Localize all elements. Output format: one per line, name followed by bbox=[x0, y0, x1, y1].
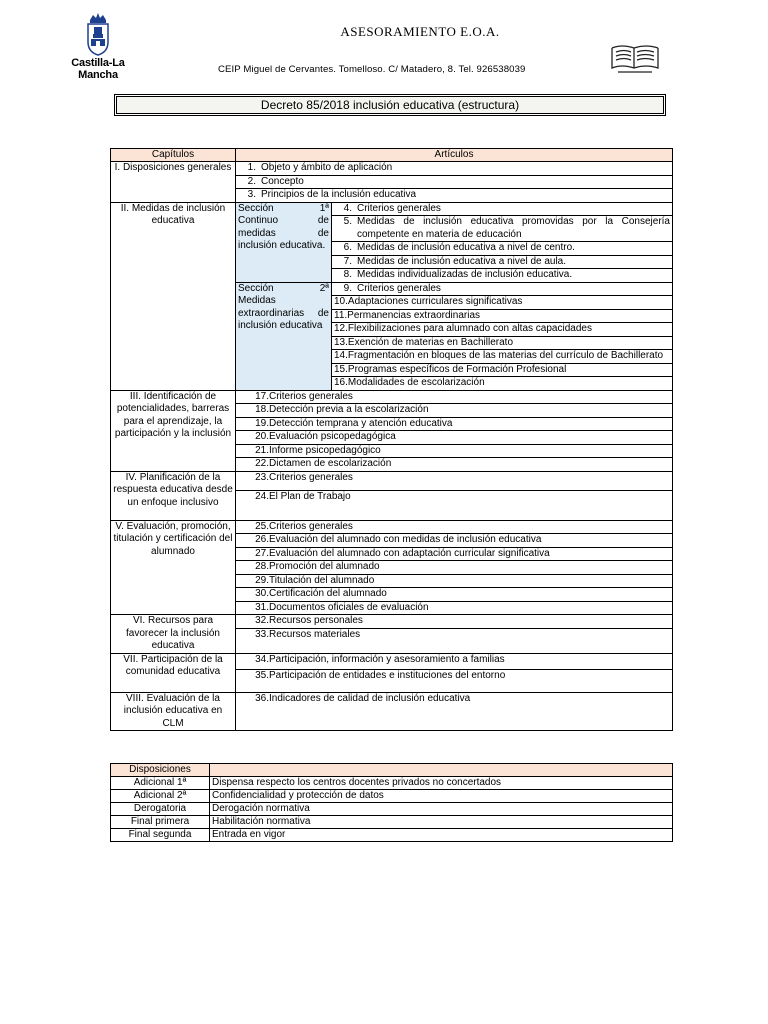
table-row bbox=[111, 653, 673, 669]
article-cell bbox=[236, 601, 673, 615]
article-number: 33. bbox=[255, 629, 269, 641]
article-number: 12. bbox=[334, 323, 348, 334]
article-title: Evaluación del alumnado con adaptación curricular significativa bbox=[269, 547, 550, 559]
table-row bbox=[111, 471, 673, 490]
section-heading-number: 1ª bbox=[319, 202, 329, 214]
article-title: Medidas de inclusión educativa a nivel de centro. bbox=[357, 242, 575, 253]
article-number: 32. bbox=[255, 615, 269, 626]
article-title: Indicadores de calidad de inclusión educativa bbox=[269, 692, 471, 704]
article-cell bbox=[236, 561, 673, 575]
article-title: Evaluación psicopedagógica bbox=[269, 431, 396, 442]
article-number: 5. bbox=[343, 216, 352, 227]
table-row bbox=[111, 692, 673, 731]
article-number: 30. bbox=[255, 588, 269, 599]
article-number: 17. bbox=[255, 390, 269, 402]
article-cell bbox=[236, 588, 673, 602]
chapter-cell: V. Evaluación, promoción, titulación y certificación del alumnado bbox=[111, 520, 236, 615]
article-number: 19. bbox=[255, 417, 269, 429]
article-title: Certificación del alumnado bbox=[269, 588, 387, 599]
article-title: Modalidades de escolarización bbox=[347, 377, 485, 388]
article-title: Medidas de inclusión educativa a nivel de aula. bbox=[357, 255, 567, 267]
article-title: Programas específicos de Formación Profesional bbox=[347, 363, 567, 375]
section-cell bbox=[236, 282, 332, 390]
article-cell bbox=[332, 216, 673, 242]
article-title: Criterios generales bbox=[269, 520, 353, 532]
article-number: 3. bbox=[247, 189, 256, 200]
table-row bbox=[111, 202, 673, 216]
article-title: Exención de materias en Bachillerato bbox=[347, 336, 513, 348]
article-cell bbox=[236, 547, 673, 561]
article-cell bbox=[332, 336, 673, 350]
chapter-cell: VII. Participación de la comunidad educativa bbox=[111, 653, 236, 692]
article-number: 2. bbox=[247, 175, 256, 187]
article-number: 31. bbox=[255, 601, 269, 613]
article-number: 28. bbox=[255, 561, 269, 572]
disposicion-text: Confidencialidad y protección de datos bbox=[210, 790, 673, 803]
article-number: 8. bbox=[343, 269, 352, 280]
article-cell bbox=[236, 431, 673, 445]
section-heading-word: Sección bbox=[238, 202, 274, 214]
article-number: 1. bbox=[247, 162, 256, 173]
article-number: 23. bbox=[255, 471, 269, 483]
chapter-cell: IV. Planificación de la respuesta educativa desde un enfoque inclusivo bbox=[111, 471, 236, 520]
article-title: Detección previa a la escolarización bbox=[269, 404, 429, 415]
article-cell bbox=[236, 175, 673, 189]
article-number: 27. bbox=[255, 547, 269, 559]
chapter-cell: III. Identificación de potencialidades, barreras para el aprendizaje, la participación y la inclusión bbox=[111, 390, 236, 471]
article-title: Participación de entidades e instituciones del entorno bbox=[269, 669, 506, 681]
article-cell bbox=[236, 669, 673, 692]
table-row bbox=[111, 390, 673, 404]
article-number: 18. bbox=[255, 404, 269, 415]
article-title: Criterios generales bbox=[269, 390, 353, 402]
article-cell bbox=[332, 363, 673, 377]
chapter-cell: VIII. Evaluación de la inclusión educativa en CLM bbox=[111, 692, 236, 731]
article-cell bbox=[236, 490, 673, 520]
article-cell bbox=[332, 242, 673, 256]
section-body: Continuo de medidas de inclusión educativa. bbox=[238, 215, 329, 251]
disposicion-label: Final segunda bbox=[111, 829, 210, 842]
header-articulos: Artículos bbox=[236, 149, 673, 162]
article-cell bbox=[236, 520, 673, 534]
article-number: 24. bbox=[255, 490, 269, 502]
table-row bbox=[111, 520, 673, 534]
disposicion-label: Final primera bbox=[111, 816, 210, 829]
article-cell bbox=[332, 255, 673, 269]
disposicion-text: Entrada en vigor bbox=[210, 829, 673, 842]
article-title: El Plan de Trabajo bbox=[269, 490, 351, 502]
table-row bbox=[111, 816, 673, 829]
logo-text: Castilla-La Mancha bbox=[71, 57, 125, 81]
table-row bbox=[111, 615, 673, 629]
table-row bbox=[111, 803, 673, 816]
article-cell bbox=[236, 692, 673, 731]
table-row bbox=[111, 162, 673, 176]
article-number: 6. bbox=[343, 242, 352, 253]
open-book-logo-icon bbox=[608, 42, 662, 76]
article-cell bbox=[236, 615, 673, 629]
article-number: 9. bbox=[343, 282, 352, 294]
article-cell bbox=[236, 574, 673, 588]
section-heading-word: Sección bbox=[238, 282, 274, 294]
article-number: 16. bbox=[334, 377, 348, 388]
article-number: 25. bbox=[255, 520, 269, 532]
article-cell bbox=[332, 296, 673, 310]
article-cell bbox=[236, 653, 673, 669]
document-title: Decreto 85/2018 inclusión educativa (estructura) bbox=[116, 96, 664, 114]
header-capitulos: Capítulos bbox=[111, 149, 236, 162]
article-cell bbox=[236, 534, 673, 548]
article-cell bbox=[236, 444, 673, 458]
table-header-row bbox=[111, 149, 673, 162]
article-cell bbox=[332, 350, 673, 364]
article-cell bbox=[236, 404, 673, 418]
header-address: CEIP Miguel de Cervantes. Tomelloso. C/ Matadero, 8. Tel. 926538039 bbox=[218, 64, 526, 75]
article-title: Recursos personales bbox=[269, 615, 363, 626]
article-number: 20. bbox=[255, 431, 269, 442]
article-number: 14. bbox=[334, 350, 348, 361]
disposicion-text: Dispensa respecto los centros docentes privados no concertados bbox=[210, 777, 673, 790]
disposicion-label: Adicional 2ª bbox=[111, 790, 210, 803]
article-cell bbox=[236, 458, 673, 472]
article-cell bbox=[332, 202, 673, 216]
table-row bbox=[111, 790, 673, 803]
article-title: Recursos materiales bbox=[269, 629, 361, 641]
article-title: Participación, información y asesoramiento a familias bbox=[269, 653, 505, 665]
article-title: Criterios generales bbox=[269, 471, 353, 483]
table-row bbox=[111, 777, 673, 790]
article-cell bbox=[236, 629, 673, 653]
article-cell bbox=[236, 189, 673, 203]
article-title: Objeto y ámbito de aplicación bbox=[261, 162, 393, 173]
article-title: Documentos oficiales de evaluación bbox=[269, 601, 429, 613]
article-cell bbox=[332, 323, 673, 337]
article-title: Permanencias extraordinarias bbox=[347, 309, 481, 321]
article-title: Medidas individualizadas de inclusión educativa. bbox=[357, 269, 573, 280]
header-empty bbox=[210, 764, 673, 777]
article-number: 21. bbox=[255, 444, 269, 456]
disposicion-text: Habilitación normativa bbox=[210, 816, 673, 829]
article-title: Dictamen de escolarización bbox=[269, 458, 392, 469]
article-number: 29. bbox=[255, 574, 269, 586]
article-number: 35. bbox=[255, 669, 269, 681]
section-heading bbox=[238, 283, 329, 296]
disposicion-label: Adicional 1ª bbox=[111, 777, 210, 790]
article-title: Evaluación del alumnado con medidas de inclusión educativa bbox=[269, 534, 542, 545]
article-cell bbox=[332, 282, 673, 296]
chapter-cell: II. Medidas de inclusión educativa bbox=[111, 202, 236, 390]
article-number: 15. bbox=[334, 363, 348, 375]
header-disposiciones: Disposiciones bbox=[111, 764, 210, 777]
section-heading-number: 2ª bbox=[319, 282, 329, 294]
article-cell bbox=[332, 269, 673, 283]
article-number: 13. bbox=[334, 336, 348, 348]
chapter-cell: I. Disposiciones generales bbox=[111, 162, 236, 203]
table-row bbox=[111, 829, 673, 842]
article-title: Flexibilizaciones para alumnado con altas capacidades bbox=[347, 323, 592, 334]
header-title: ASESORAMIENTO E.O.A. bbox=[340, 24, 500, 39]
disposiciones-table bbox=[110, 763, 673, 842]
article-cell bbox=[236, 417, 673, 431]
crest-icon bbox=[85, 12, 111, 56]
article-title: Fragmentación en bloques de las materias del currículo de Bachillerato bbox=[347, 350, 664, 361]
article-title: Informe psicopedagógico bbox=[269, 444, 381, 456]
article-title: Detección temprana y atención educativa bbox=[269, 417, 453, 429]
article-number: 26. bbox=[255, 534, 269, 545]
article-title: Criterios generales bbox=[357, 282, 441, 294]
article-title: Promoción del alumnado bbox=[269, 561, 380, 572]
article-number: 10. bbox=[334, 296, 348, 307]
article-cell bbox=[332, 309, 673, 323]
article-number: 4. bbox=[343, 202, 352, 214]
section-cell bbox=[236, 202, 332, 282]
article-cell bbox=[236, 162, 673, 176]
section-heading bbox=[238, 203, 329, 216]
section-body: Medidas extraordinarias de inclusión educativa bbox=[238, 295, 329, 331]
article-title: Concepto bbox=[261, 175, 304, 187]
table-header-row bbox=[111, 764, 673, 777]
article-title: Adaptaciones curriculares significativas bbox=[347, 296, 523, 307]
article-number: 7. bbox=[343, 255, 352, 267]
article-cell bbox=[332, 377, 673, 391]
disposicion-label: Derogatoria bbox=[111, 803, 210, 816]
structure-table bbox=[110, 148, 673, 731]
disposicion-text: Derogación normativa bbox=[210, 803, 673, 816]
article-number: 36. bbox=[255, 692, 269, 704]
castilla-la-mancha-logo bbox=[52, 12, 144, 81]
article-title: Criterios generales bbox=[357, 202, 441, 214]
article-cell bbox=[236, 390, 673, 404]
article-title: Medidas de inclusión educativa promovidas por la Consejería competente en materia de educación bbox=[357, 216, 670, 240]
article-number: 22. bbox=[255, 458, 269, 469]
article-cell bbox=[236, 471, 673, 490]
article-number: 11. bbox=[334, 309, 348, 321]
article-number: 34. bbox=[255, 653, 269, 665]
article-title: Principios de la inclusión educativa bbox=[261, 189, 417, 200]
article-title: Titulación del alumnado bbox=[269, 574, 375, 586]
chapter-cell: VI. Recursos para favorecer la inclusión educativa bbox=[111, 615, 236, 654]
